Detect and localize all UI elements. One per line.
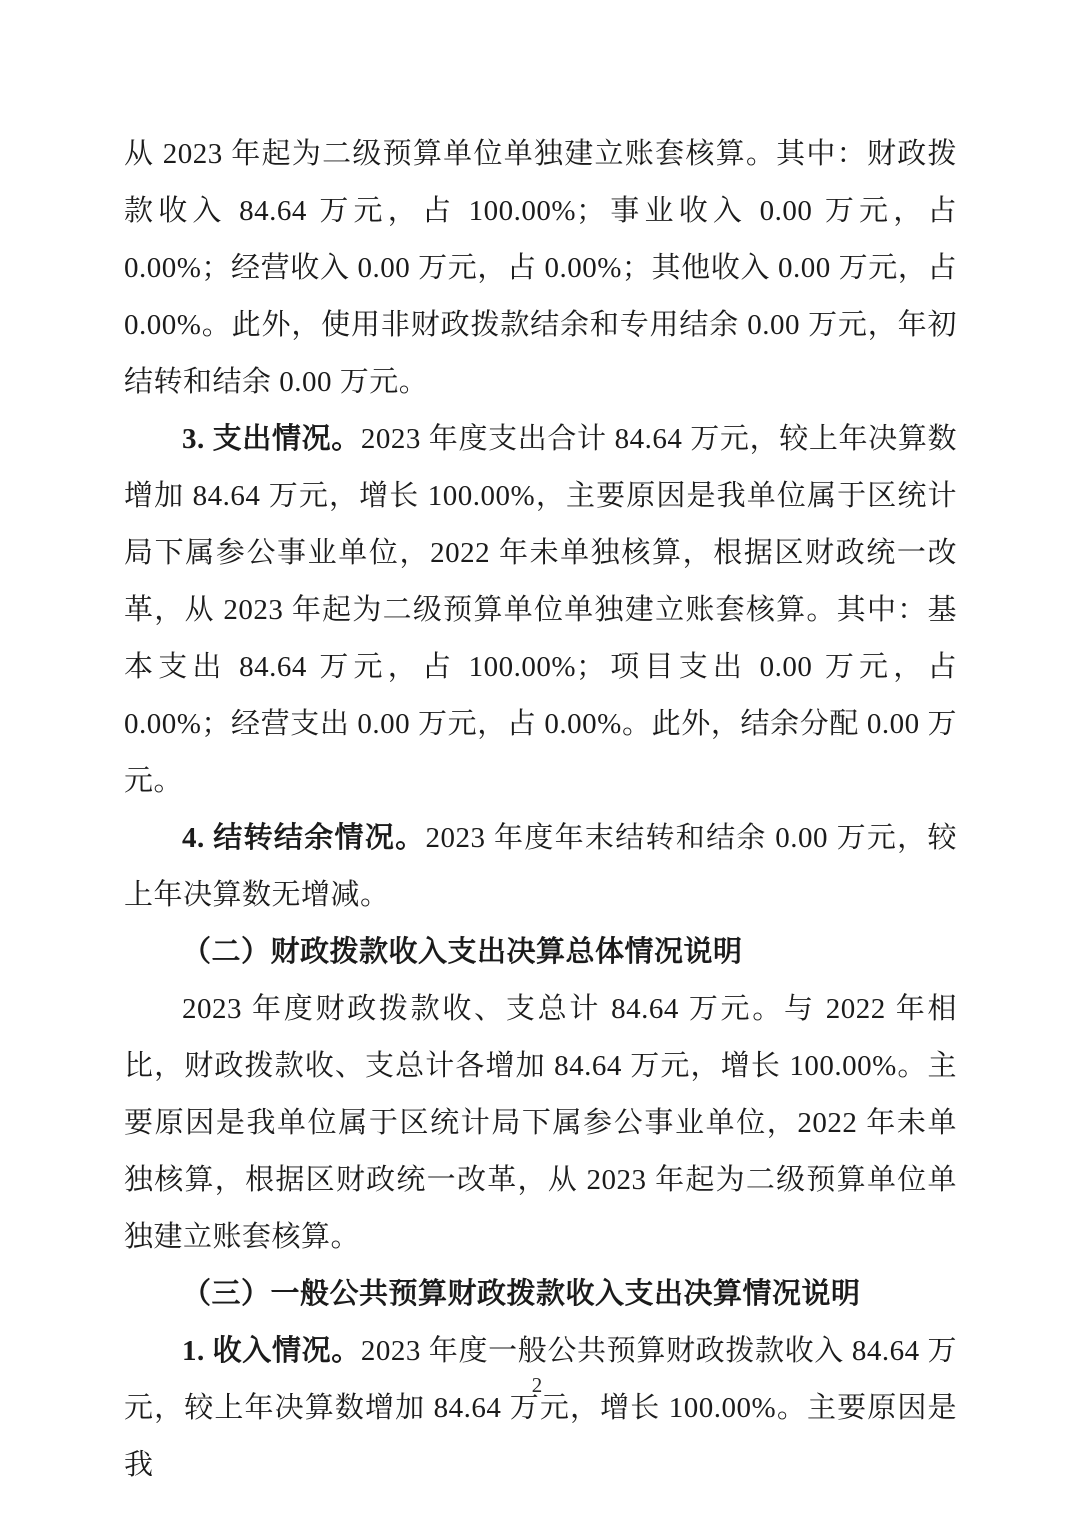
page-number: 2 <box>531 1373 543 1397</box>
section-heading-3 <box>124 1266 957 1323</box>
section-heading-2 <box>124 924 957 981</box>
paragraph-text: 2023 年度支出合计 84.64 万元，较上年决算数增加 84.64 万元，增长 100.00%，主要原因是我单位属于区统计局下属参公事业单位，2022 年未单独核算，根据区财政统一改革，从 2023 年起为二级预算单位单独建立账套核算。其中：基本支出 84.64 万元，占 100.00%；项目支出 0.00 万元，占 0.00%；经营支出 0.00 万元，占 0.00%。此外，结余分配 0.00 万元。 <box>124 423 957 797</box>
heading-text: （三）一般公共预算财政拨款收入支出决算情况说明 <box>182 1278 861 1310</box>
paragraph-general-budget-income <box>124 1323 957 1494</box>
paragraph-income-detail-continuation <box>124 126 957 411</box>
paragraph-text: 2023 年度一般公共预算财政拨款收入 84.64 万元，较上年决算数增加 84.64 万元，增长 100.00%。主要原因是我 <box>124 1335 957 1481</box>
document-body <box>124 126 957 1494</box>
paragraph-fiscal-appropriation-overview <box>124 981 957 1266</box>
paragraph-text: 从 2023 年起为二级预算单位单独建立账套核算。其中：财政拨款收入 84.64 万元，占 100.00%；事业收入 0.00 万元，占 0.00%；经营收入 0.00 万元，占 0.00%；其他收入 0.00 万元，占 0.00%。此外，使用非财政拨款结余和专用结余 0.00 万元，年初结转和结余 0.00 万元。 <box>124 138 957 398</box>
paragraph-carryover-balance <box>124 810 957 924</box>
heading-text: （二）财政拨款收入支出决算总体情况说明 <box>182 936 743 968</box>
paragraph-lead: 3. 支出情况。 <box>182 423 361 455</box>
paragraph-text: 2023 年度年末结转和结余 0.00 万元，较上年决算数无增减。 <box>124 822 957 911</box>
paragraph-lead: 4. 结转结余情况。 <box>182 822 426 854</box>
paragraph-expenditure-overview <box>124 411 957 810</box>
paragraph-text: 2023 年度财政拨款收、支总计 84.64 万元。与 2022 年相比，财政拨款收、支总计各增加 84.64 万元，增长 100.00%。主要原因是我单位属于区统计局下属参公事业单位，2022 年未单独核算，根据区财政统一改革，从 2023 年起为二级预算单位单独建立账套核算。 <box>124 993 957 1253</box>
paragraph-lead: 1. 收入情况。 <box>182 1335 361 1367</box>
